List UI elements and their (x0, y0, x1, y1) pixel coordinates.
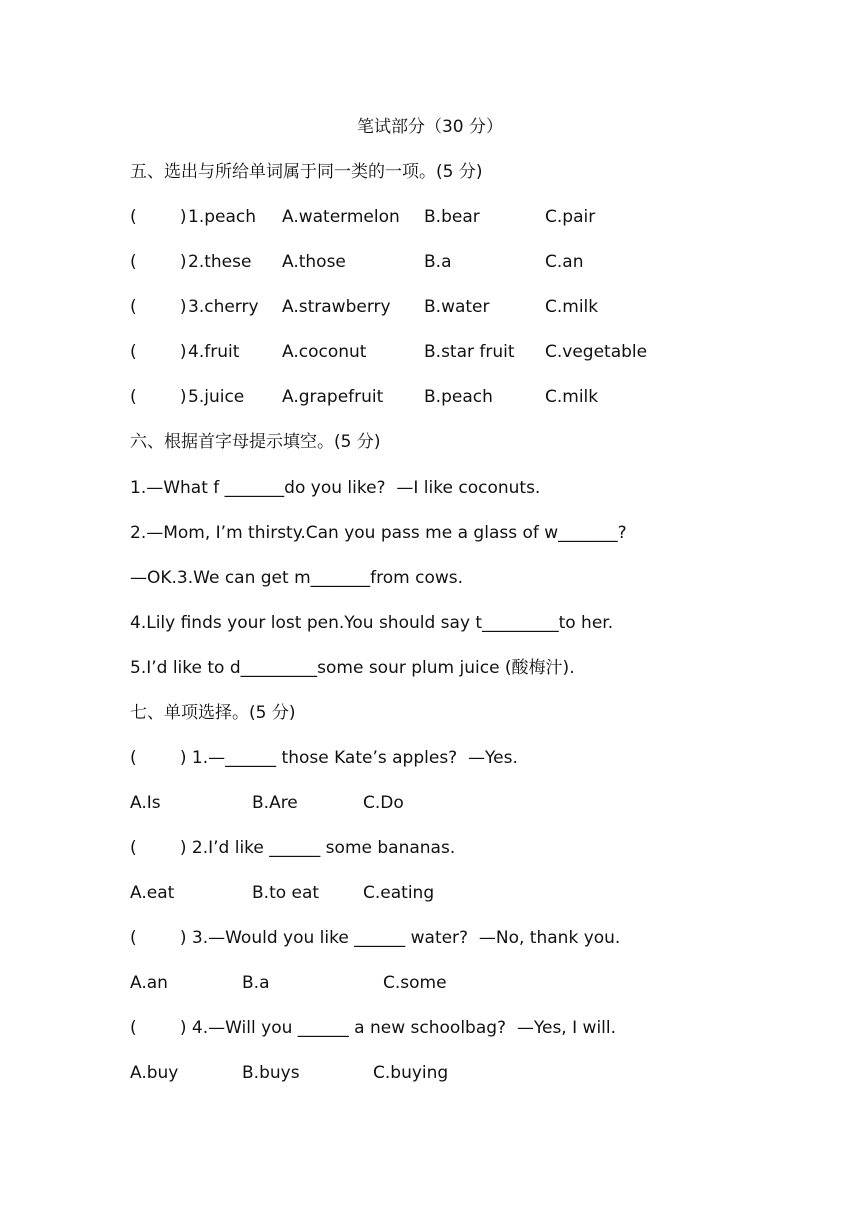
fill-blank-line: 2.—Mom, I’m thirsty.Can you pass me a glass of w_______? (130, 523, 627, 543)
choice-option-a: A.buy (130, 1063, 179, 1083)
section-7-heading: 七、单项选择。(5 分) (130, 703, 296, 723)
option-b: B.bear (424, 207, 480, 227)
choice-question: ( ) 4.—Will you ______ a new schoolbag? —Yes, I will. (130, 1018, 617, 1038)
option-a: A.grapefruit (282, 387, 384, 407)
answer-paren: ( ) (130, 387, 187, 407)
choice-question: ( ) 3.—Would you like ______ water? —No, thank you. (130, 928, 621, 948)
page-title: 笔试部分（30 分） (356, 117, 504, 137)
question-word: 2.these (188, 252, 252, 272)
choice-option-a: A.Is (130, 793, 161, 813)
question-word: 4.fruit (188, 342, 240, 362)
choice-option-b: B.Are (252, 793, 298, 813)
option-b: B.star fruit (424, 342, 515, 362)
answer-paren: ( ) (130, 342, 187, 362)
question-word: 3.cherry (188, 297, 259, 317)
fill-blank-line: 5.I’d like to d_________some sour plum juice (酸梅汁). (130, 658, 575, 678)
question-word: 1.peach (188, 207, 257, 227)
fill-blank-line: —OK.3.We can get m_______from cows. (130, 568, 464, 588)
option-c: C.pair (545, 207, 596, 227)
choice-option-c: C.some (383, 973, 447, 993)
choice-option-b: B.to eat (252, 883, 320, 903)
section-6-heading: 六、根据首字母提示填空。(5 分) (130, 432, 381, 452)
choice-option-a: A.an (130, 973, 168, 993)
option-a: A.strawberry (282, 297, 391, 317)
option-c: C.vegetable (545, 342, 648, 362)
fill-blank-line: 4.Lily finds your lost pen.You should say t_________to her. (130, 613, 614, 633)
choice-option-b: B.buys (242, 1063, 300, 1083)
answer-paren: ( ) (130, 297, 187, 317)
option-a: A.watermelon (282, 207, 400, 227)
option-c: C.milk (545, 387, 599, 407)
option-b: B.water (424, 297, 490, 317)
option-a: A.coconut (282, 342, 367, 362)
option-b: B.peach (424, 387, 493, 407)
option-c: C.an (545, 252, 584, 272)
answer-paren: ( ) (130, 207, 187, 227)
choice-question: ( ) 1.—______ those Kate’s apples? —Yes. (130, 748, 518, 768)
section-5-heading: 五、选出与所给单词属于同一类的一项。(5 分) (130, 162, 483, 182)
fill-blank-line: 1.—What f _______do you like? —I like coconuts. (130, 478, 541, 498)
choice-question: ( ) 2.I’d like ______ some bananas. (130, 838, 456, 858)
choice-option-c: C.Do (363, 793, 404, 813)
choice-option-b: B.a (242, 973, 270, 993)
answer-paren: ( ) (130, 252, 187, 272)
choice-option-a: A.eat (130, 883, 175, 903)
question-word: 5.juice (188, 387, 245, 407)
option-b: B.a (424, 252, 452, 272)
choice-option-c: C.eating (363, 883, 435, 903)
option-c: C.milk (545, 297, 599, 317)
option-a: A.those (282, 252, 346, 272)
choice-option-c: C.buying (373, 1063, 449, 1083)
